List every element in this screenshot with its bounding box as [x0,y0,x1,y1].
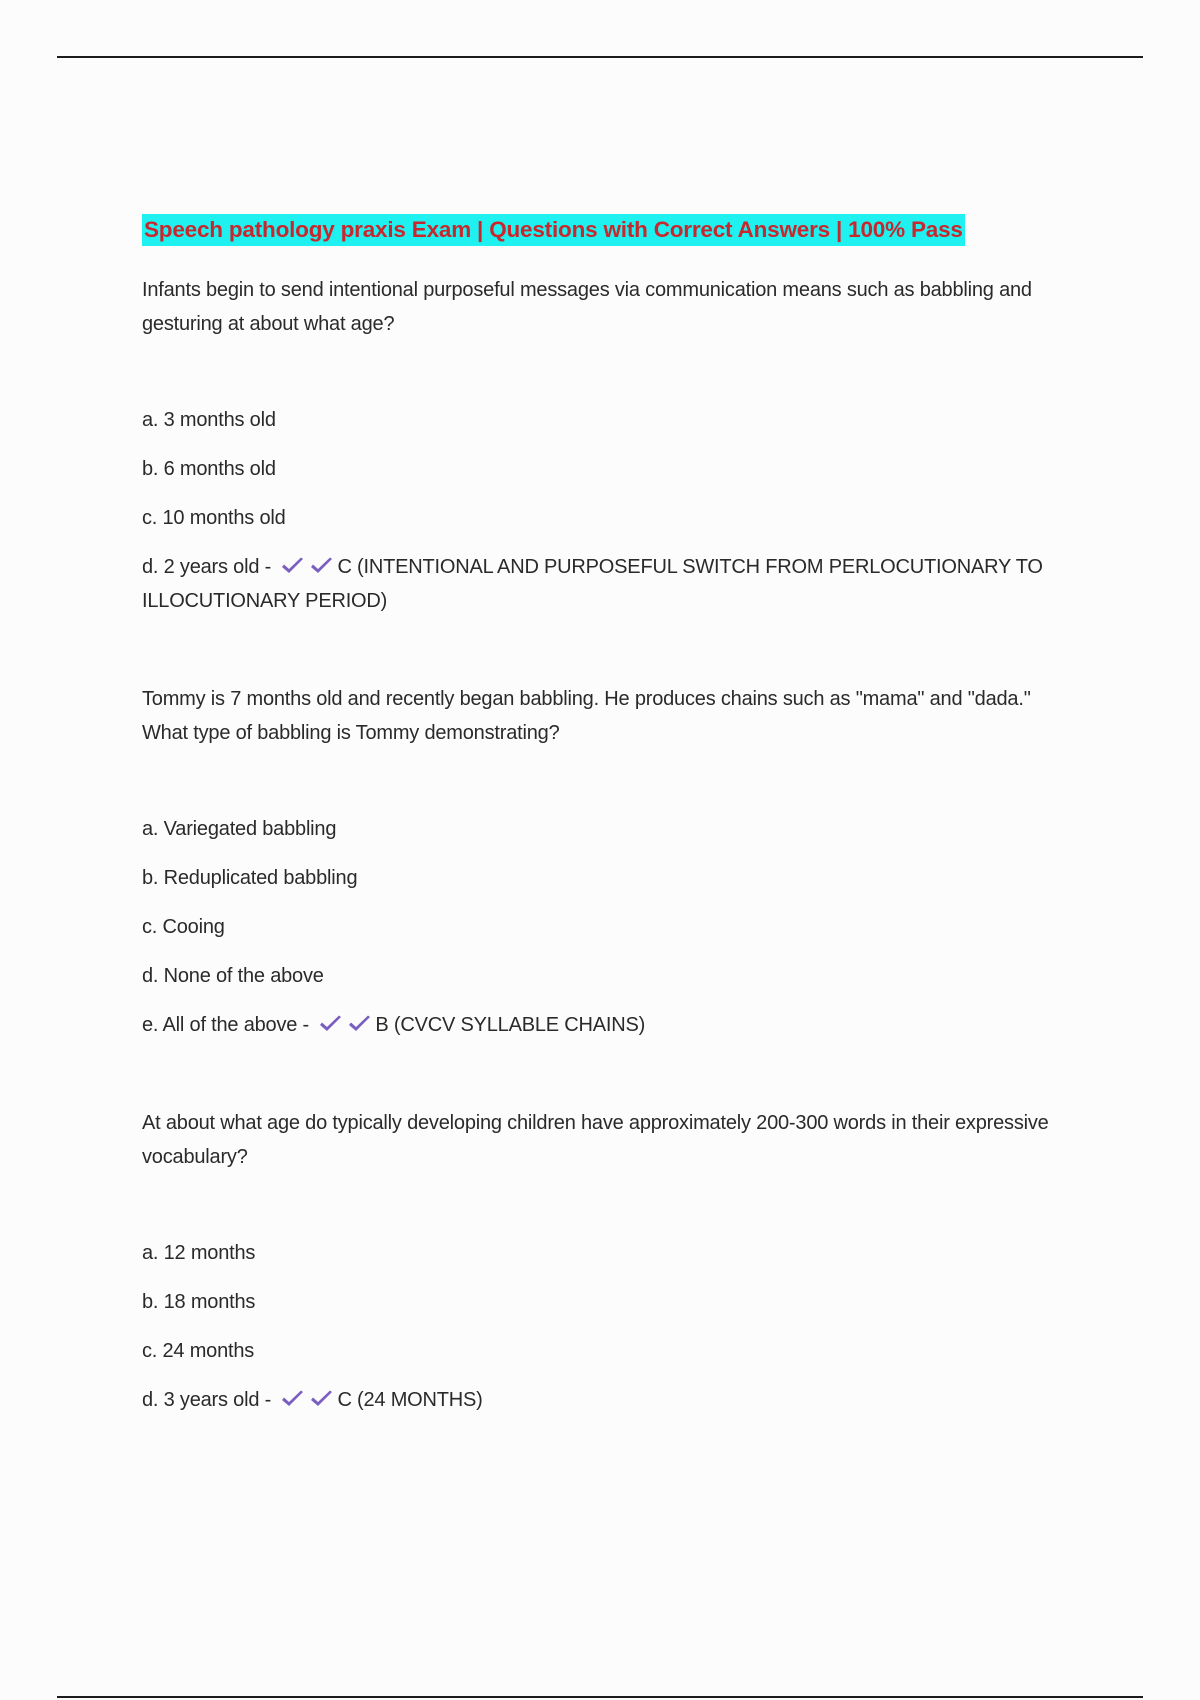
question-text: Infants begin to send intentional purposeful messages via communication means such as babbling and gesturing at about what age? [142,279,1032,335]
option-b: b. 6 months old [142,458,276,480]
option-d: d. 3 years old - [142,1389,272,1411]
option-a: a. 3 months old [142,409,276,431]
check-mark-icon [318,1014,343,1034]
option-e: e. All of the above - [142,1014,310,1036]
option-d-with-answer [142,1383,1062,1417]
option-a: a. Variegated babbling [142,818,337,840]
question-text: At about what age do typically developing children have approximately 200-300 words in their expressive vocabulary? [142,1112,1049,1168]
bottom-rule [57,1696,1143,1698]
top-rule [57,56,1143,58]
title-line [142,212,1062,251]
option-c: c. 24 months [142,1340,255,1362]
correct-answer: C (INTENTIONAL AND PURPOSEFUL SWITCH FROM PERLOCUTIONARY TO ILLOCUTIONARY PERIOD) [142,556,1043,612]
option-e-with-answer [142,1008,1062,1042]
question-block-3 [142,1106,1062,1417]
option-d: d. 2 years old - [142,556,272,578]
check-mark-icon [309,1389,334,1409]
check-mark-icon [309,556,334,576]
correct-answer: C (24 MONTHS) [337,1389,483,1411]
option-d: d. None of the above [142,965,324,987]
document-body [142,212,1062,1417]
check-mark-icon [280,556,305,576]
question-block-1 [142,273,1062,618]
check-mark-icon [347,1014,372,1034]
question-block-2 [142,682,1062,1042]
option-b: b. Reduplicated babbling [142,867,358,889]
question-text: Tommy is 7 months old and recently began babbling. He produces chains such as "mama" and "dada." What type of babbling is Tommy demonstrating? [142,688,1031,744]
option-c: c. Cooing [142,916,225,938]
page-title: Speech pathology praxis Exam | Questions with Correct Answers | 100% Pass [142,214,965,246]
check-mark-icon [280,1389,305,1409]
option-c: c. 10 months old [142,507,286,529]
option-a: a. 12 months [142,1242,256,1264]
option-b: b. 18 months [142,1291,256,1313]
correct-answer: B (CVCV SYLLABLE CHAINS) [375,1014,646,1036]
option-d-with-answer [142,550,1062,618]
